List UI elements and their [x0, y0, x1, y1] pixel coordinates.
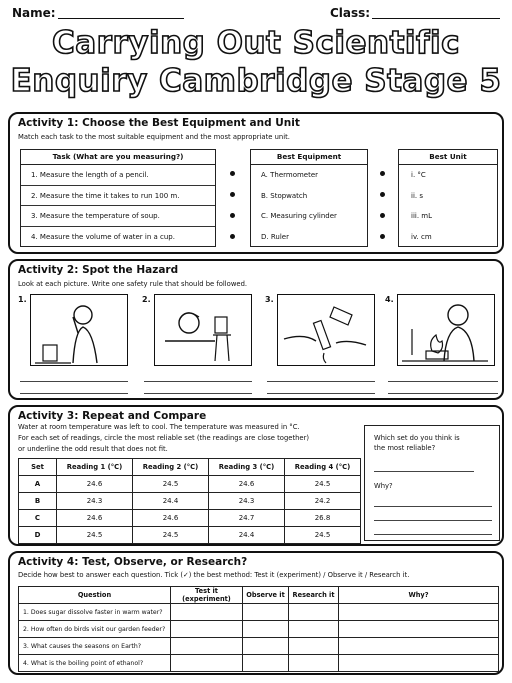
task-item: 2. Measure the time it takes to run 100 m.: [21, 186, 215, 207]
reading-cell[interactable]: 24.5: [57, 527, 133, 544]
tick-cell[interactable]: [243, 621, 289, 638]
hazard-picture-4: [397, 294, 495, 366]
equipment-item: D. Ruler: [261, 232, 289, 241]
tick-cell[interactable]: [243, 638, 289, 655]
reliability-question-box: [364, 425, 500, 541]
reading-cell[interactable]: 24.3: [57, 493, 133, 510]
task-header: Task (What are you measuring?): [21, 150, 215, 165]
match-dot[interactable]: [380, 213, 385, 218]
reading-cell[interactable]: 24.5: [133, 476, 209, 493]
answer-line[interactable]: [20, 393, 128, 394]
task-item: 3. Measure the temperature of soup.: [21, 206, 215, 227]
tick-cell[interactable]: [289, 638, 339, 655]
activity4-section: [8, 551, 504, 675]
activity2-section: [8, 259, 504, 400]
child-near-burner-illustration: [155, 295, 251, 365]
class-field[interactable]: [372, 18, 500, 19]
hands-test-tube-illustration: [278, 295, 374, 365]
reading-cell[interactable]: 24.2: [285, 493, 361, 510]
activity1-heading: Activity 1: Choose the Best Equipment and Unit: [18, 117, 300, 129]
column-header: Research it: [289, 587, 339, 604]
unit-table: [398, 149, 498, 247]
answer-line[interactable]: [144, 393, 252, 394]
task-item: 4. Measure the volume of water in a cup.: [31, 232, 175, 241]
set-label: D: [19, 527, 57, 544]
answer-line[interactable]: [374, 520, 492, 521]
question-text: the most reliable?: [374, 444, 436, 452]
hazard-picture-2: [154, 294, 252, 366]
reading-cell[interactable]: 24.3: [209, 493, 285, 510]
reading-cell[interactable]: 24.6: [57, 510, 133, 527]
activity2-intro: Look at each picture. Write one safety rule that should be followed.: [18, 280, 248, 288]
tick-cell[interactable]: [289, 621, 339, 638]
activity3-intro-3: or underline the odd result that does not fit.: [18, 445, 168, 453]
task-item: 1. Measure the length of a pencil.: [21, 165, 215, 186]
picture-number: 2.: [142, 295, 151, 304]
answer-line[interactable]: [144, 381, 252, 382]
question-cell: 2. How often do birds visit our garden feeder?: [19, 621, 171, 638]
column-header: Observe it: [243, 587, 289, 604]
table-row[interactable]: [19, 527, 361, 544]
student-info-row: [12, 6, 500, 22]
why-cell[interactable]: [339, 655, 499, 672]
column-header: Reading 2 (°C): [133, 459, 209, 476]
readings-table: [18, 458, 361, 544]
name-label: Name:: [12, 6, 56, 20]
reading-cell[interactable]: 24.6: [133, 510, 209, 527]
reading-cell[interactable]: 24.5: [285, 527, 361, 544]
tick-cell[interactable]: [243, 604, 289, 621]
set-label: A: [19, 476, 57, 493]
tick-cell[interactable]: [289, 604, 339, 621]
tick-cell[interactable]: [171, 604, 243, 621]
picture-number: 4.: [385, 295, 394, 304]
answer-line[interactable]: [374, 506, 492, 507]
table-row: [19, 621, 499, 638]
reading-cell[interactable]: 24.4: [209, 527, 285, 544]
question-cell: 3. What causes the seasons on Earth?: [19, 638, 171, 655]
why-cell[interactable]: [339, 621, 499, 638]
table-row: [19, 638, 499, 655]
answer-line[interactable]: [374, 534, 492, 535]
question-cell: 4. What is the boiling point of ethanol?: [19, 655, 171, 672]
set-label: C: [19, 510, 57, 527]
unit-header: Best Unit: [399, 150, 497, 165]
match-dot[interactable]: [380, 192, 385, 197]
reading-cell[interactable]: 24.5: [133, 527, 209, 544]
hazard-picture-3: [277, 294, 375, 366]
unit-item: i. °C: [411, 171, 426, 179]
table-row[interactable]: [19, 510, 361, 527]
class-label: Class:: [330, 6, 371, 20]
picture-number: 1.: [18, 295, 27, 304]
tick-cell[interactable]: [171, 621, 243, 638]
column-header: Test it (experiment): [171, 587, 243, 604]
tick-cell[interactable]: [289, 655, 339, 672]
reading-cell[interactable]: 24.6: [57, 476, 133, 493]
match-dot[interactable]: [380, 171, 385, 176]
picture-number: 3.: [265, 295, 274, 304]
tick-cell[interactable]: [171, 655, 243, 672]
column-header: Set: [19, 459, 57, 476]
table-row[interactable]: [19, 476, 361, 493]
table-row: [19, 655, 499, 672]
match-dot[interactable]: [230, 234, 235, 239]
table-header-row: [19, 459, 361, 476]
set-label: B: [19, 493, 57, 510]
worksheet-title-line2: Enquiry Cambridge Stage 5: [10, 63, 502, 99]
match-dot[interactable]: [230, 171, 235, 176]
question-text: Which set do you think is: [374, 434, 460, 442]
equipment-item: B. Stopwatch: [261, 191, 308, 200]
table-row[interactable]: [19, 493, 361, 510]
name-field[interactable]: [58, 18, 184, 19]
method-table: [18, 586, 499, 672]
why-cell[interactable]: [339, 638, 499, 655]
task-table: [20, 149, 216, 247]
equipment-table: [250, 149, 368, 247]
column-header: Reading 3 (°C): [209, 459, 285, 476]
table-header-row: [19, 587, 499, 604]
unit-item: ii. s: [411, 191, 423, 200]
equipment-item: A. Thermometer: [261, 171, 319, 179]
answer-line[interactable]: [388, 393, 498, 394]
column-header: Why?: [339, 587, 499, 604]
equipment-item: C. Measuring cylinder: [261, 212, 337, 220]
tick-cell[interactable]: [171, 638, 243, 655]
match-dot[interactable]: [230, 192, 235, 197]
column-header: Question: [19, 587, 171, 604]
equipment-header: Best Equipment: [251, 150, 367, 165]
boy-with-flame-illustration: [398, 295, 494, 365]
match-dot[interactable]: [230, 213, 235, 218]
activity3-heading: Activity 3: Repeat and Compare: [18, 410, 207, 422]
why-label: Why?: [374, 482, 393, 490]
answer-line[interactable]: [388, 381, 498, 382]
match-dot[interactable]: [380, 234, 385, 239]
activity4-heading: Activity 4: Test, Observe, or Research?: [18, 556, 248, 568]
reading-cell[interactable]: 24.7: [209, 510, 285, 527]
worksheet-title-line1: Carrying Out Scientific: [51, 25, 461, 61]
answer-line[interactable]: [267, 381, 375, 382]
tick-cell[interactable]: [243, 655, 289, 672]
hazard-picture-1: [30, 294, 128, 366]
activity3-section: [8, 405, 504, 546]
unit-item: iii. mL: [411, 212, 433, 220]
activity3-intro-1: Water at room temperature was left to cool. The temperature was measured in °C.: [18, 423, 300, 431]
child-smelling-beaker-illustration: [31, 295, 127, 365]
reading-cell[interactable]: 24.5: [285, 476, 361, 493]
column-header: Reading 4 (°C): [285, 459, 361, 476]
question-cell: 1. Does sugar dissolve faster in warm water?: [19, 604, 171, 621]
column-header: Reading 1 (°C): [57, 459, 133, 476]
activity1-intro: Match each task to the most suitable equipment and the most appropriate unit.: [18, 133, 290, 141]
answer-line[interactable]: [267, 393, 375, 394]
answer-line[interactable]: [374, 471, 474, 472]
unit-item: iv. cm: [411, 232, 432, 241]
activity1-section: [8, 112, 504, 254]
activity4-intro: Decide how best to answer each question. Tick (✓) the best method: Test it (experiment) / Observe it / Research it.: [18, 571, 410, 579]
activity3-intro-2: For each set of readings, circle the most reliable set (the readings are close together): [18, 434, 310, 442]
activity2-heading: Activity 2: Spot the Hazard: [18, 264, 179, 276]
answer-line[interactable]: [20, 381, 128, 382]
why-cell[interactable]: [339, 604, 499, 621]
reading-cell[interactable]: 26.8: [285, 510, 361, 527]
table-row: [19, 604, 499, 621]
reading-cell[interactable]: 24.6: [209, 476, 285, 493]
reading-cell[interactable]: 24.4: [133, 493, 209, 510]
